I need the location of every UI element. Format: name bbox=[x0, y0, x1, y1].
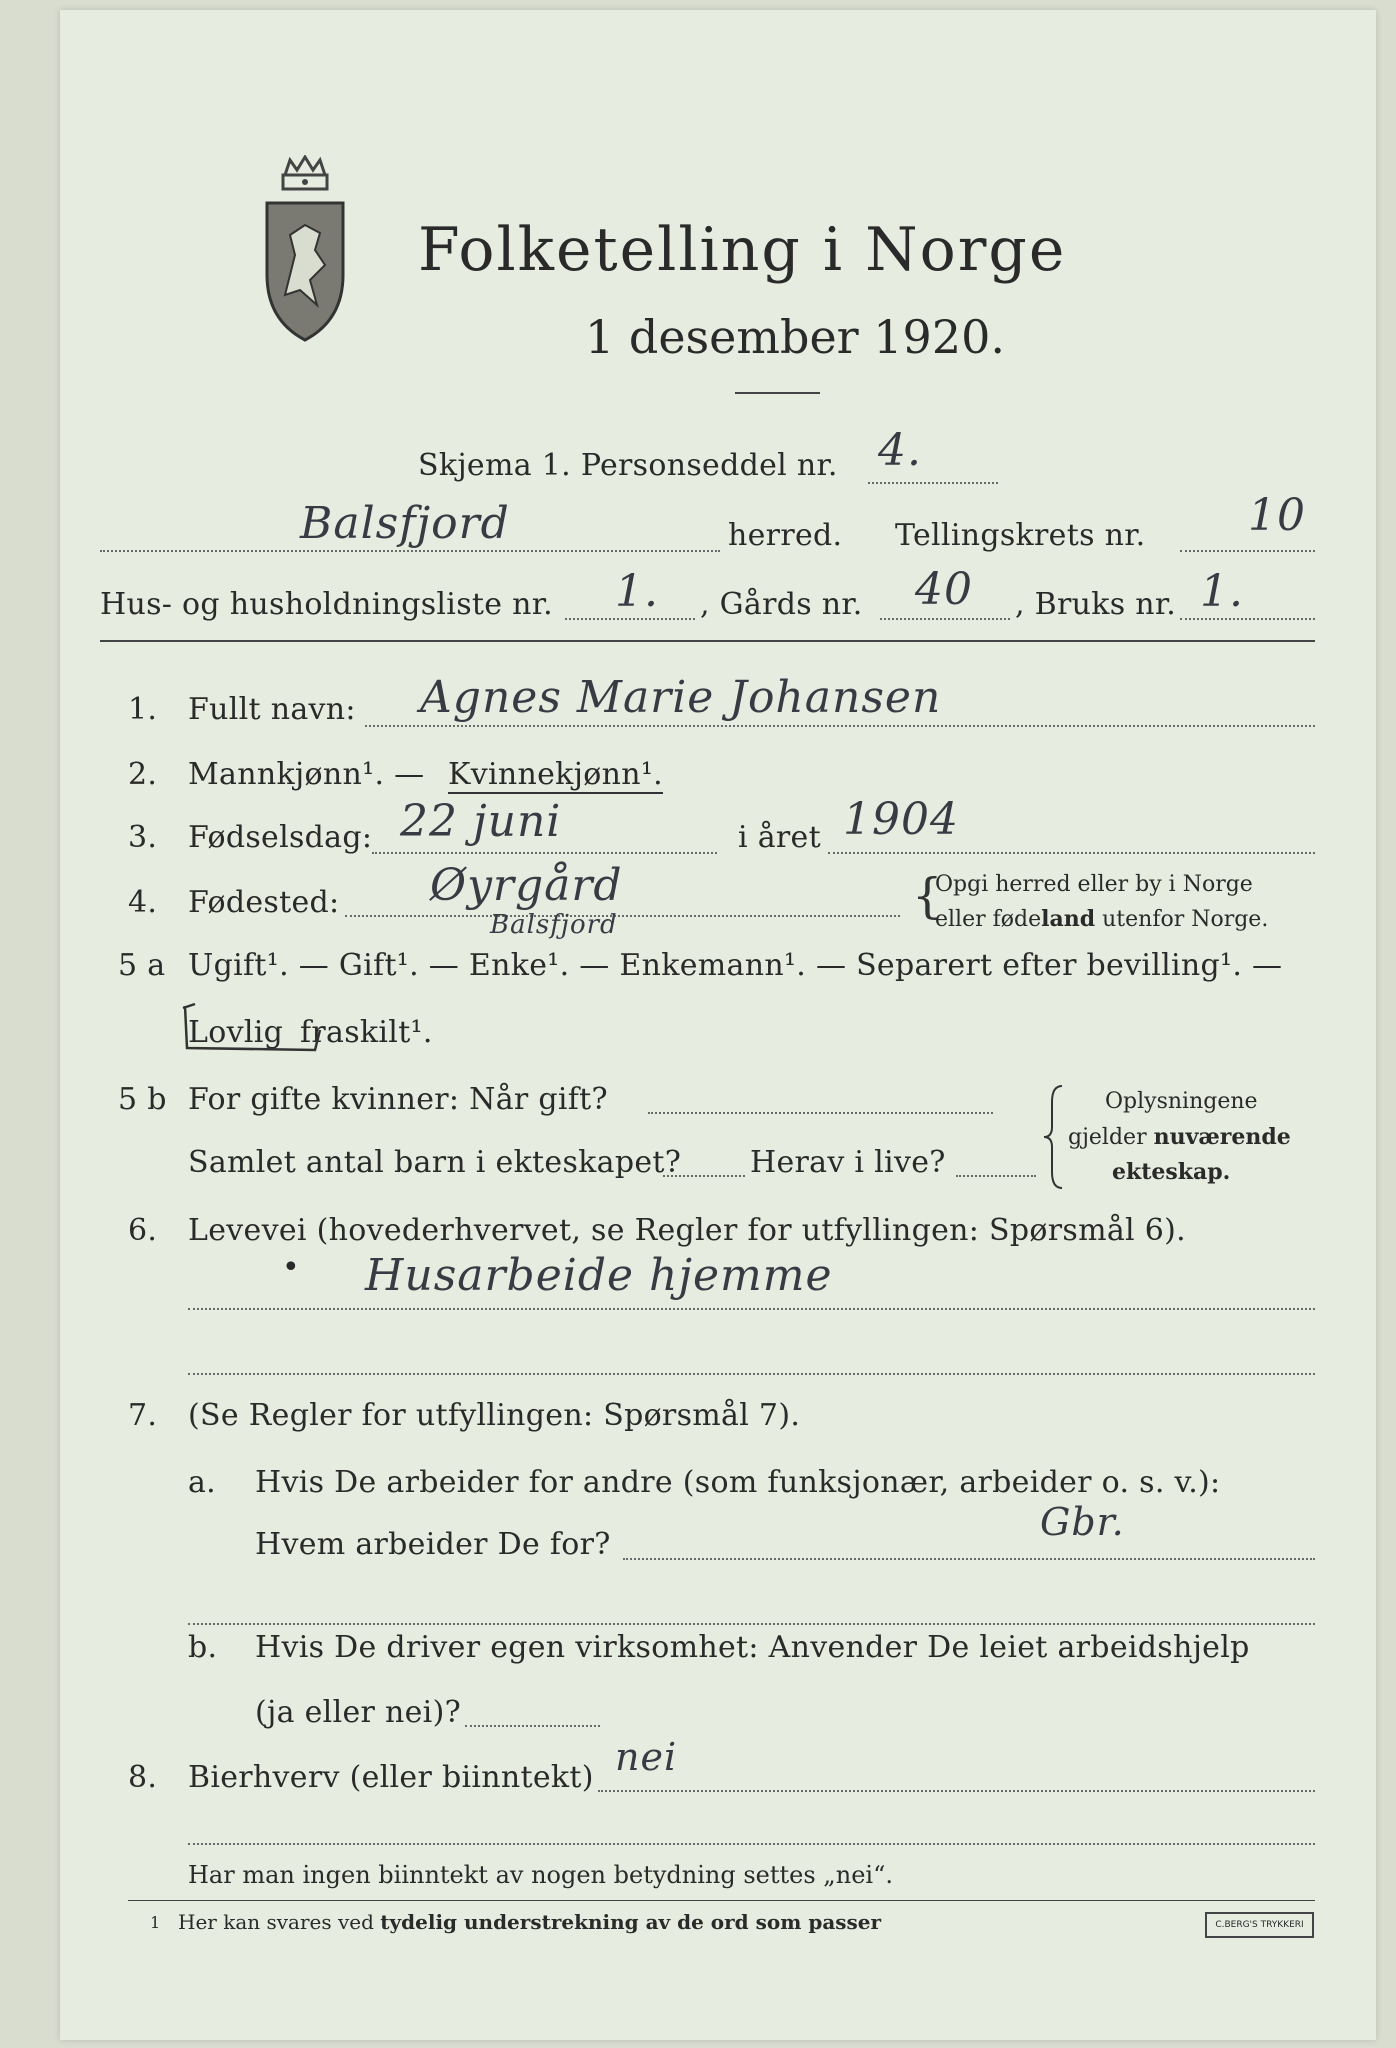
q1-number: 1. bbox=[128, 692, 158, 727]
q8-label: Bierhverv (eller biinntekt) bbox=[188, 1760, 594, 1795]
bruks-nr[interactable]: 1. bbox=[1200, 566, 1244, 617]
husliste-label: Hus- og husholdningsliste nr. bbox=[100, 587, 553, 622]
q4-line bbox=[345, 915, 900, 917]
q6-label: Levevei (hovederhvervet, se Regler for utfyllingen: Spørsmål 6). bbox=[188, 1213, 1186, 1248]
gards-label: , Gårds nr. bbox=[700, 587, 863, 622]
q3-year-line bbox=[828, 852, 1315, 854]
q5b-number: 5 b bbox=[118, 1082, 167, 1117]
gards-line bbox=[880, 618, 1010, 620]
tellingskrets-line bbox=[1180, 550, 1315, 552]
q8-line-2 bbox=[188, 1843, 1315, 1845]
q2-male[interactable]: Mannkjønn¹. — bbox=[188, 757, 425, 792]
bruks-line bbox=[1180, 618, 1315, 620]
q1-line bbox=[365, 725, 1315, 727]
q5a-lovlig[interactable]: Lovlig bbox=[188, 1015, 284, 1050]
q7b-line bbox=[465, 1725, 600, 1727]
title-divider bbox=[735, 392, 820, 394]
q7b-sub: (ja eller nei)? bbox=[255, 1695, 461, 1730]
form-title: Folketelling i Norge bbox=[418, 215, 1067, 285]
q4-note-2: eller fødeland utenfor Norge. bbox=[935, 906, 1269, 932]
q8-number: 8. bbox=[128, 1760, 158, 1795]
q3-label: Fødselsdag: bbox=[188, 820, 373, 855]
employer-value[interactable]: Gbr. bbox=[1040, 1500, 1125, 1544]
census-date: 1 desember 1920. bbox=[585, 310, 1005, 364]
q2-number: 2. bbox=[128, 757, 158, 792]
birthday-value[interactable]: 22 juni bbox=[400, 796, 562, 847]
q4-label: Fødested: bbox=[188, 885, 340, 920]
q7a-line-1 bbox=[623, 1558, 1315, 1560]
husliste-line bbox=[565, 618, 695, 620]
q3-line bbox=[372, 852, 717, 854]
herred-label: herred. bbox=[728, 518, 843, 553]
bruks-label: , Bruks nr. bbox=[1015, 587, 1177, 622]
q6-dot: • bbox=[282, 1250, 300, 1285]
full-name-value[interactable]: Agnes Marie Johansen bbox=[420, 672, 942, 723]
printer-stamp: C.BERG'S TRYKKERI bbox=[1205, 1912, 1314, 1938]
footnote-mark: 1 bbox=[150, 1913, 161, 1932]
q5a-options[interactable]: Ugift¹. — Gift¹. — Enke¹. — Enkemann¹. — Separert efter bevilling¹. — bbox=[188, 948, 1283, 983]
q6-line-1 bbox=[188, 1308, 1315, 1310]
footnote-text: Her kan svares ved tydelig understrekning av de ord som passer bbox=[178, 1910, 882, 1934]
q4-note-1: Opgi herred eller by i Norge bbox=[935, 872, 1253, 897]
lovlig-mark bbox=[175, 1000, 325, 1055]
q7a-letter: a. bbox=[188, 1465, 217, 1500]
gards-nr[interactable]: 40 bbox=[915, 564, 973, 615]
tellingskrets-nr[interactable]: 10 bbox=[1248, 490, 1306, 541]
husliste-nr[interactable]: 1. bbox=[615, 566, 659, 617]
q5a-number: 5 a bbox=[118, 948, 166, 983]
q5a-fraskilt[interactable]: fraskilt¹. bbox=[300, 1015, 433, 1050]
skjema-label: Skjema 1. Personseddel nr. bbox=[418, 448, 838, 483]
q7-label: (Se Regler for utfyllingen: Spørsmål 7). bbox=[188, 1398, 801, 1433]
q2-female-selected[interactable]: Kvinnekjønn¹. bbox=[448, 757, 663, 792]
q5b-line-1 bbox=[648, 1112, 993, 1114]
q3-year-label: i året bbox=[738, 820, 821, 855]
q5b-note-3: ekteskap. bbox=[1112, 1159, 1231, 1185]
personseddel-line bbox=[868, 482, 998, 484]
birthplace-value-2[interactable]: Balsfjord bbox=[490, 910, 618, 940]
q8-line-1 bbox=[598, 1790, 1315, 1792]
q5b-label-3: Herav i live? bbox=[750, 1145, 946, 1180]
coat-of-arms-icon bbox=[255, 155, 355, 355]
herred-line bbox=[100, 550, 720, 552]
q5b-note-2: gjelder nuværende bbox=[1068, 1124, 1291, 1150]
footer-rule bbox=[128, 1900, 1315, 1901]
q5b-line-3 bbox=[956, 1175, 1036, 1177]
q5b-note-1: Oplysningene bbox=[1105, 1089, 1258, 1114]
header-separator bbox=[100, 640, 1315, 642]
q7-number: 7. bbox=[128, 1398, 158, 1433]
side-income-value[interactable]: nei bbox=[615, 1735, 678, 1779]
q7a-sub: Hvem arbeider De for? bbox=[255, 1527, 611, 1562]
herred-value[interactable]: Balsfjord bbox=[300, 498, 510, 549]
birthplace-value[interactable]: Øyrgård bbox=[430, 860, 623, 911]
personseddel-nr[interactable]: 4. bbox=[878, 425, 922, 476]
q6-number: 6. bbox=[128, 1213, 158, 1248]
birth-year-value[interactable]: 1904 bbox=[843, 794, 959, 845]
q5b-line-2 bbox=[663, 1175, 745, 1177]
q5b-label-2: Samlet antal barn i ekteskapet? bbox=[188, 1145, 682, 1180]
q6-line-2 bbox=[188, 1373, 1315, 1375]
tellingskrets-label: Tellingskrets nr. bbox=[895, 518, 1146, 553]
q7a-text: Hvis De arbeider for andre (som funksjonær, arbeider o. s. v.): bbox=[255, 1465, 1221, 1500]
q3-number: 3. bbox=[128, 820, 158, 855]
occupation-value[interactable]: Husarbeide hjemme bbox=[365, 1250, 833, 1301]
footer-note: Har man ingen biinntekt av nogen betydning settes „nei“. bbox=[188, 1861, 893, 1889]
q7a-line-2 bbox=[188, 1623, 1315, 1625]
q5b-label-1: For gifte kvinner: Når gift? bbox=[188, 1082, 608, 1117]
q7b-text: Hvis De driver egen virksomhet: Anvender De leiet arbeidshjelp bbox=[255, 1630, 1250, 1665]
q5b-brace bbox=[1040, 1082, 1070, 1192]
q7b-letter: b. bbox=[188, 1630, 218, 1665]
q4-brace: { bbox=[912, 868, 943, 924]
q4-number: 4. bbox=[128, 885, 158, 920]
q1-label: Fullt navn: bbox=[188, 692, 356, 727]
